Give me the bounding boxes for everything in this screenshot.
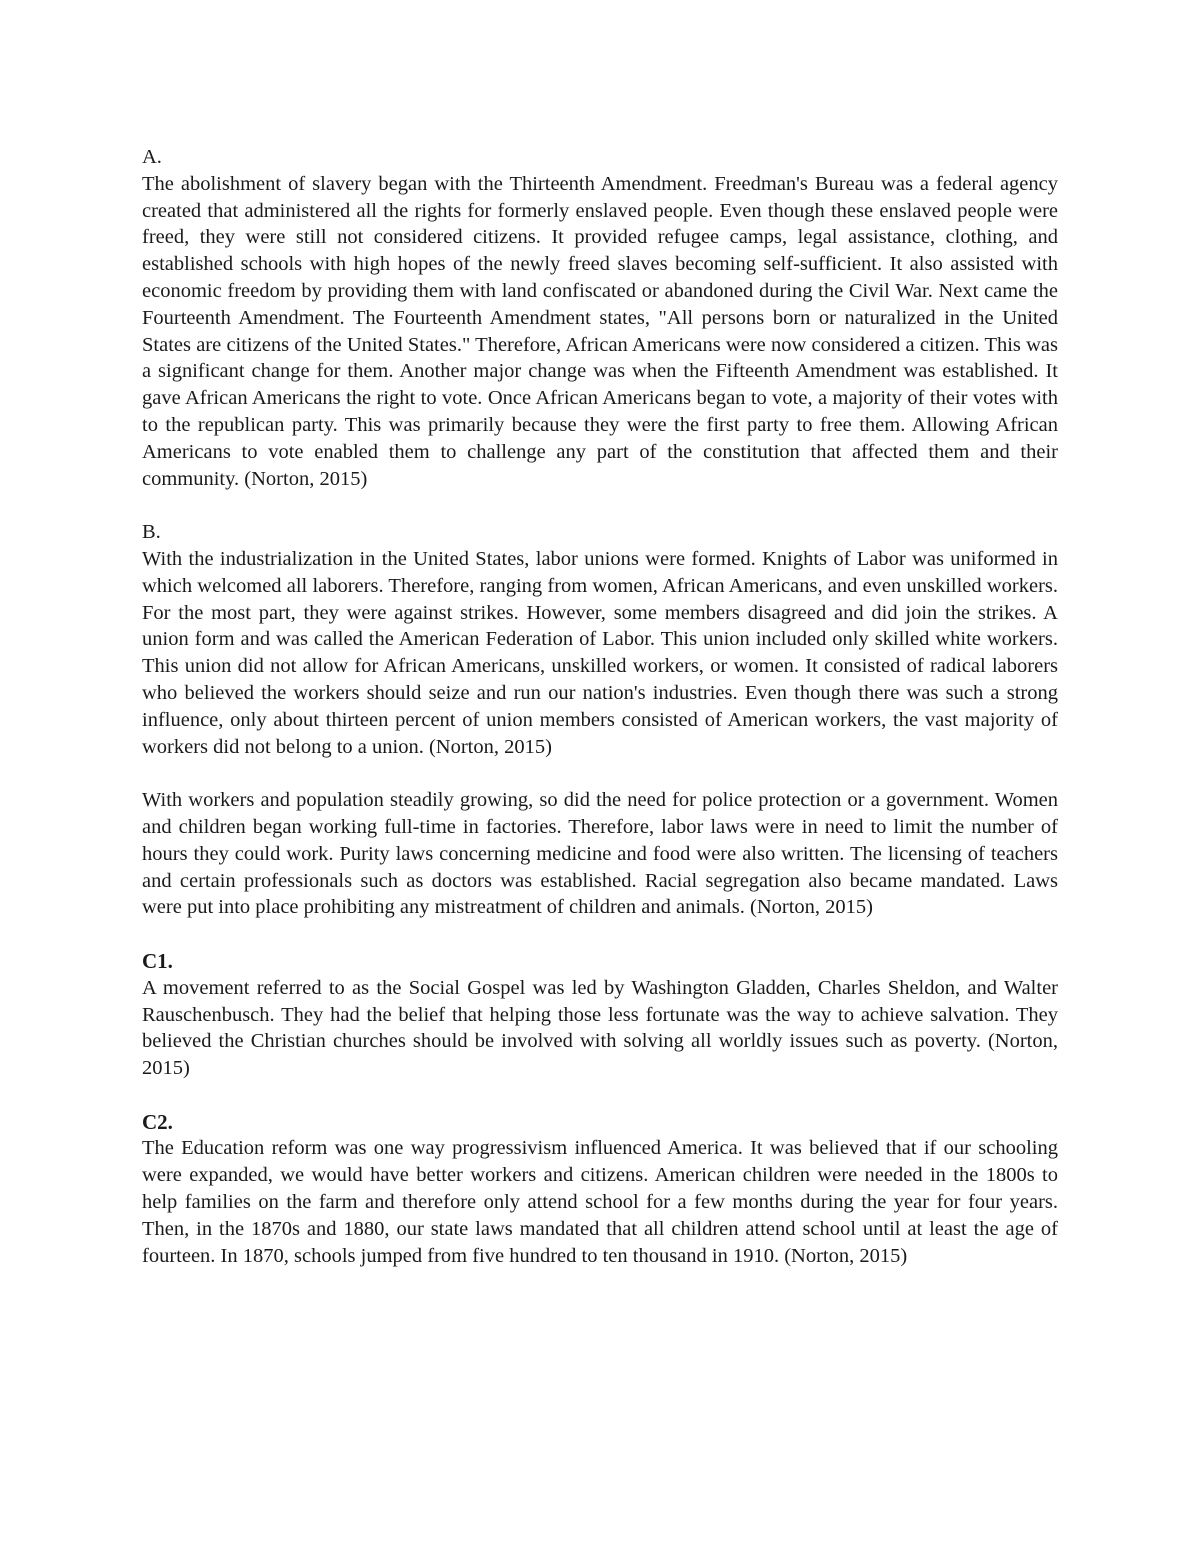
- section-c2: [142, 1109, 1058, 1270]
- section-b: [142, 519, 1058, 921]
- section-a-label: A.: [142, 146, 162, 168]
- section-b-label: B.: [142, 521, 161, 544]
- section-b-paragraph-1: With the industrialization in the United States, labor unions were formed. Knights of Labor was uniformed in which welcomed all laborers. Therefore, ranging from women, African Americans, and even unskilled workers. For the most part, they were against strikes. However, some members disagreed and did join the strikes. A union form and was called the American Federation of Labor. This union included only skilled white workers. This union did not allow for African Americans, unskilled workers, or women. It consisted of radical laborers who believed the workers should seize and run our nation's industries. Even though there was such a strong influence, only about thirteen percent of union members consisted of American workers, the vast majority of workers did not belong to a union. (Norton, 2015): [142, 547, 1058, 758]
- section-c1: [142, 948, 1058, 1082]
- spacer: [142, 921, 1058, 948]
- section-c1-label: C1.: [142, 948, 173, 973]
- section-c2-label: C2.: [142, 1109, 173, 1134]
- spacer: [142, 1082, 1058, 1109]
- section-a: [142, 144, 1058, 492]
- spacer: [142, 492, 1058, 519]
- document-page: [142, 144, 1058, 1269]
- spacer: [142, 760, 1058, 787]
- section-b-paragraph-2: With workers and population steadily growing, so did the need for police protection or a government. Women and children began working full-time in factories. Therefore, labor laws were in need to limit the number of hours they could work. Purity laws concerning medicine and food were also written. The licensing of teachers and certain professionals such as doctors was established. Racial segregation also became mandated. Laws were put into place prohibiting any mistreatment of children and animals. (Norton, 2015): [142, 789, 1058, 919]
- section-a-paragraph: The abolishment of slavery began with the Thirteenth Amendment. Freedman's Bureau was a federal agency created that administered all the rights for formerly enslaved people. Even though these enslaved people were freed, they were still not considered citizens. It provided refugee camps, legal assistance, clothing, and established schools with high hopes of the newly freed slaves becoming self-sufficient. It also assisted with economic freedom by providing them with land confiscated or abandoned during the Civil War. Next came the Fourteenth Amendment. The Fourteenth Amendment states, "All persons born or naturalized in the United States are citizens of the United States." Therefore, African Americans were now considered a citizen. This was a significant change for them. Another major change was when the Fifteenth Amendment was established. It gave African Americans the right to vote. Once African Americans began to vote, a majority of their votes with to the republican party. This was primarily because they were the first party to free them. Allowing African Americans to vote enabled them to challenge any part of the constitution that affected them and their community. (Norton, 2015): [142, 172, 1058, 490]
- section-c2-paragraph: The Education reform was one way progressivism influenced America. It was believed that if our schooling were expanded, we would have better workers and citizens. American children were needed in the 1800s to help families on the farm and therefore only attend school for a few months during the year for four years. Then, in the 1870s and 1880, our state laws mandated that all children attend school until at least the age of fourteen. In 1870, schools jumped from five hundred to ten thousand in 1910. (Norton, 2015): [142, 1137, 1058, 1267]
- section-c1-paragraph: A movement referred to as the Social Gospel was led by Washington Gladden, Charles Sheldon, and Walter Rauschenbusch. They had the belief that helping those less fortunate was the way to achieve salvation. They believed the Christian churches should be involved with solving all worldly issues such as poverty. (Norton, 2015): [142, 976, 1058, 1080]
